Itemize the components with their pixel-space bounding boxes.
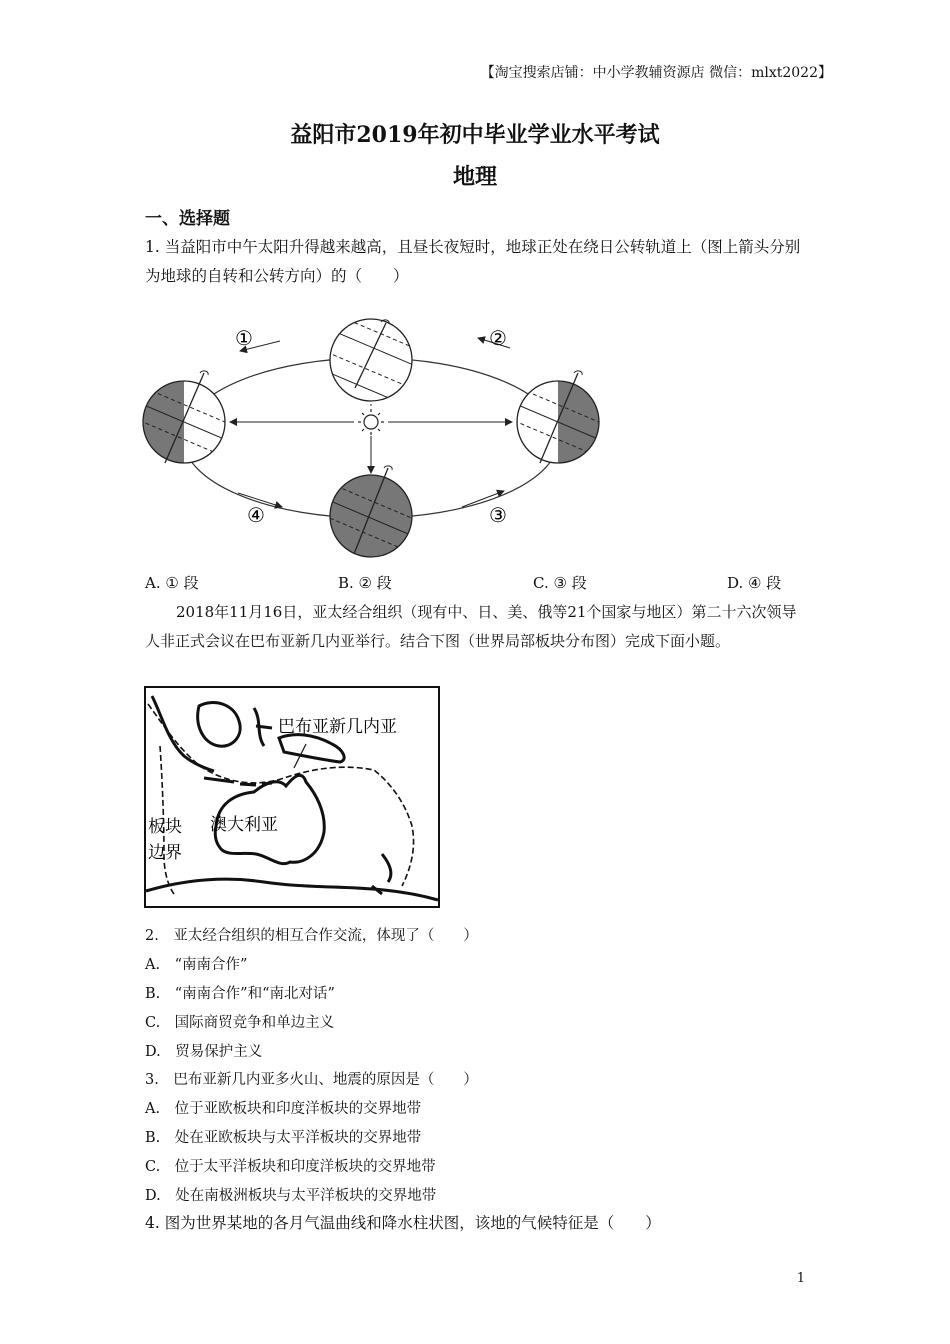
header-note: 【淘宝搜索店铺：中小学教辅资源店 微信：mlxt2022】 — [480, 65, 832, 81]
q3-option-b[interactable]: B. 处在亚欧板块与太平洋板块的交界地带 — [145, 1130, 422, 1146]
q2-option-b[interactable]: B. “南南合作”和“南北对话” — [145, 986, 335, 1002]
section-title: 一、选择题 — [145, 209, 230, 229]
q1-option-b[interactable]: B. ② 段 — [338, 574, 392, 592]
plate-map — [144, 686, 440, 908]
subject-title: 地理 — [452, 164, 497, 190]
q2-option-d[interactable]: D. 贸易保护主义 — [145, 1044, 263, 1060]
earth-left — [140, 378, 237, 468]
earth-orbit-diagram — [140, 318, 610, 558]
q3-option-c[interactable]: C. 位于太平洋板块和印度洋板块的交界地带 — [145, 1159, 436, 1175]
q2-option-a[interactable]: A. “南南合作” — [145, 957, 248, 973]
segment-label-3: ③ — [489, 503, 507, 527]
q1-option-d[interactable]: D. ④ 段 — [727, 574, 782, 592]
q2-option-c[interactable]: C. 国际商贸竞争和单边主义 — [145, 1015, 335, 1031]
q2-text: 2. 亚太经合组织的相互合作交流，体现了（ ） — [145, 928, 478, 944]
intro-paragraph: 2018年11月16日，亚太经合组织（现有中、日、美、俄等21个国家与地区）第二十六次领导人非正式会议在巴布亚新几内亚举行。结合下图（世界局部板块分布图）完成下面小题。 — [145, 603, 797, 650]
label-papua-new-guinea: 巴布亚新几内亚 — [278, 717, 397, 737]
q4-text: 4. 图为世界某地的各月气温曲线和降水柱状图，该地的气候特征是（ ） — [145, 1214, 661, 1232]
q3-option-d[interactable]: D. 处在南极洲板块与太平洋板块的交界地带 — [145, 1188, 437, 1204]
label-australia: 澳大利亚 — [210, 815, 278, 835]
q3-option-a[interactable]: A. 位于亚欧板块和印度洋板块的交界地带 — [145, 1101, 422, 1117]
segment-label-1: ① — [235, 326, 253, 350]
q1-option-a[interactable]: A. ① 段 — [145, 574, 199, 592]
sun-icon — [358, 409, 384, 435]
page-number: 1 — [796, 1271, 805, 1286]
q3-text: 3. 巴布亚新几内亚多火山、地震的原因是（ ） — [145, 1072, 478, 1088]
q1-text: 1. 当益阳市中午太阳升得越来越高，且昼长夜短时，地球正处在绕日公转轨道上（图上箭头分别为地球的自转和公转方向）的（ ） — [145, 238, 801, 285]
q1-option-c[interactable]: C. ③ 段 — [533, 574, 587, 592]
segment-label-4: ④ — [247, 503, 265, 527]
label-plate-boundary-2: 边界 — [148, 843, 182, 863]
label-plate-boundary-1: 板块 — [148, 817, 182, 837]
exam-title: 益阳市2019年初中毕业学业水平考试 — [290, 122, 660, 148]
earth-bottom — [317, 475, 423, 557]
segment-label-2: ② — [489, 326, 507, 350]
